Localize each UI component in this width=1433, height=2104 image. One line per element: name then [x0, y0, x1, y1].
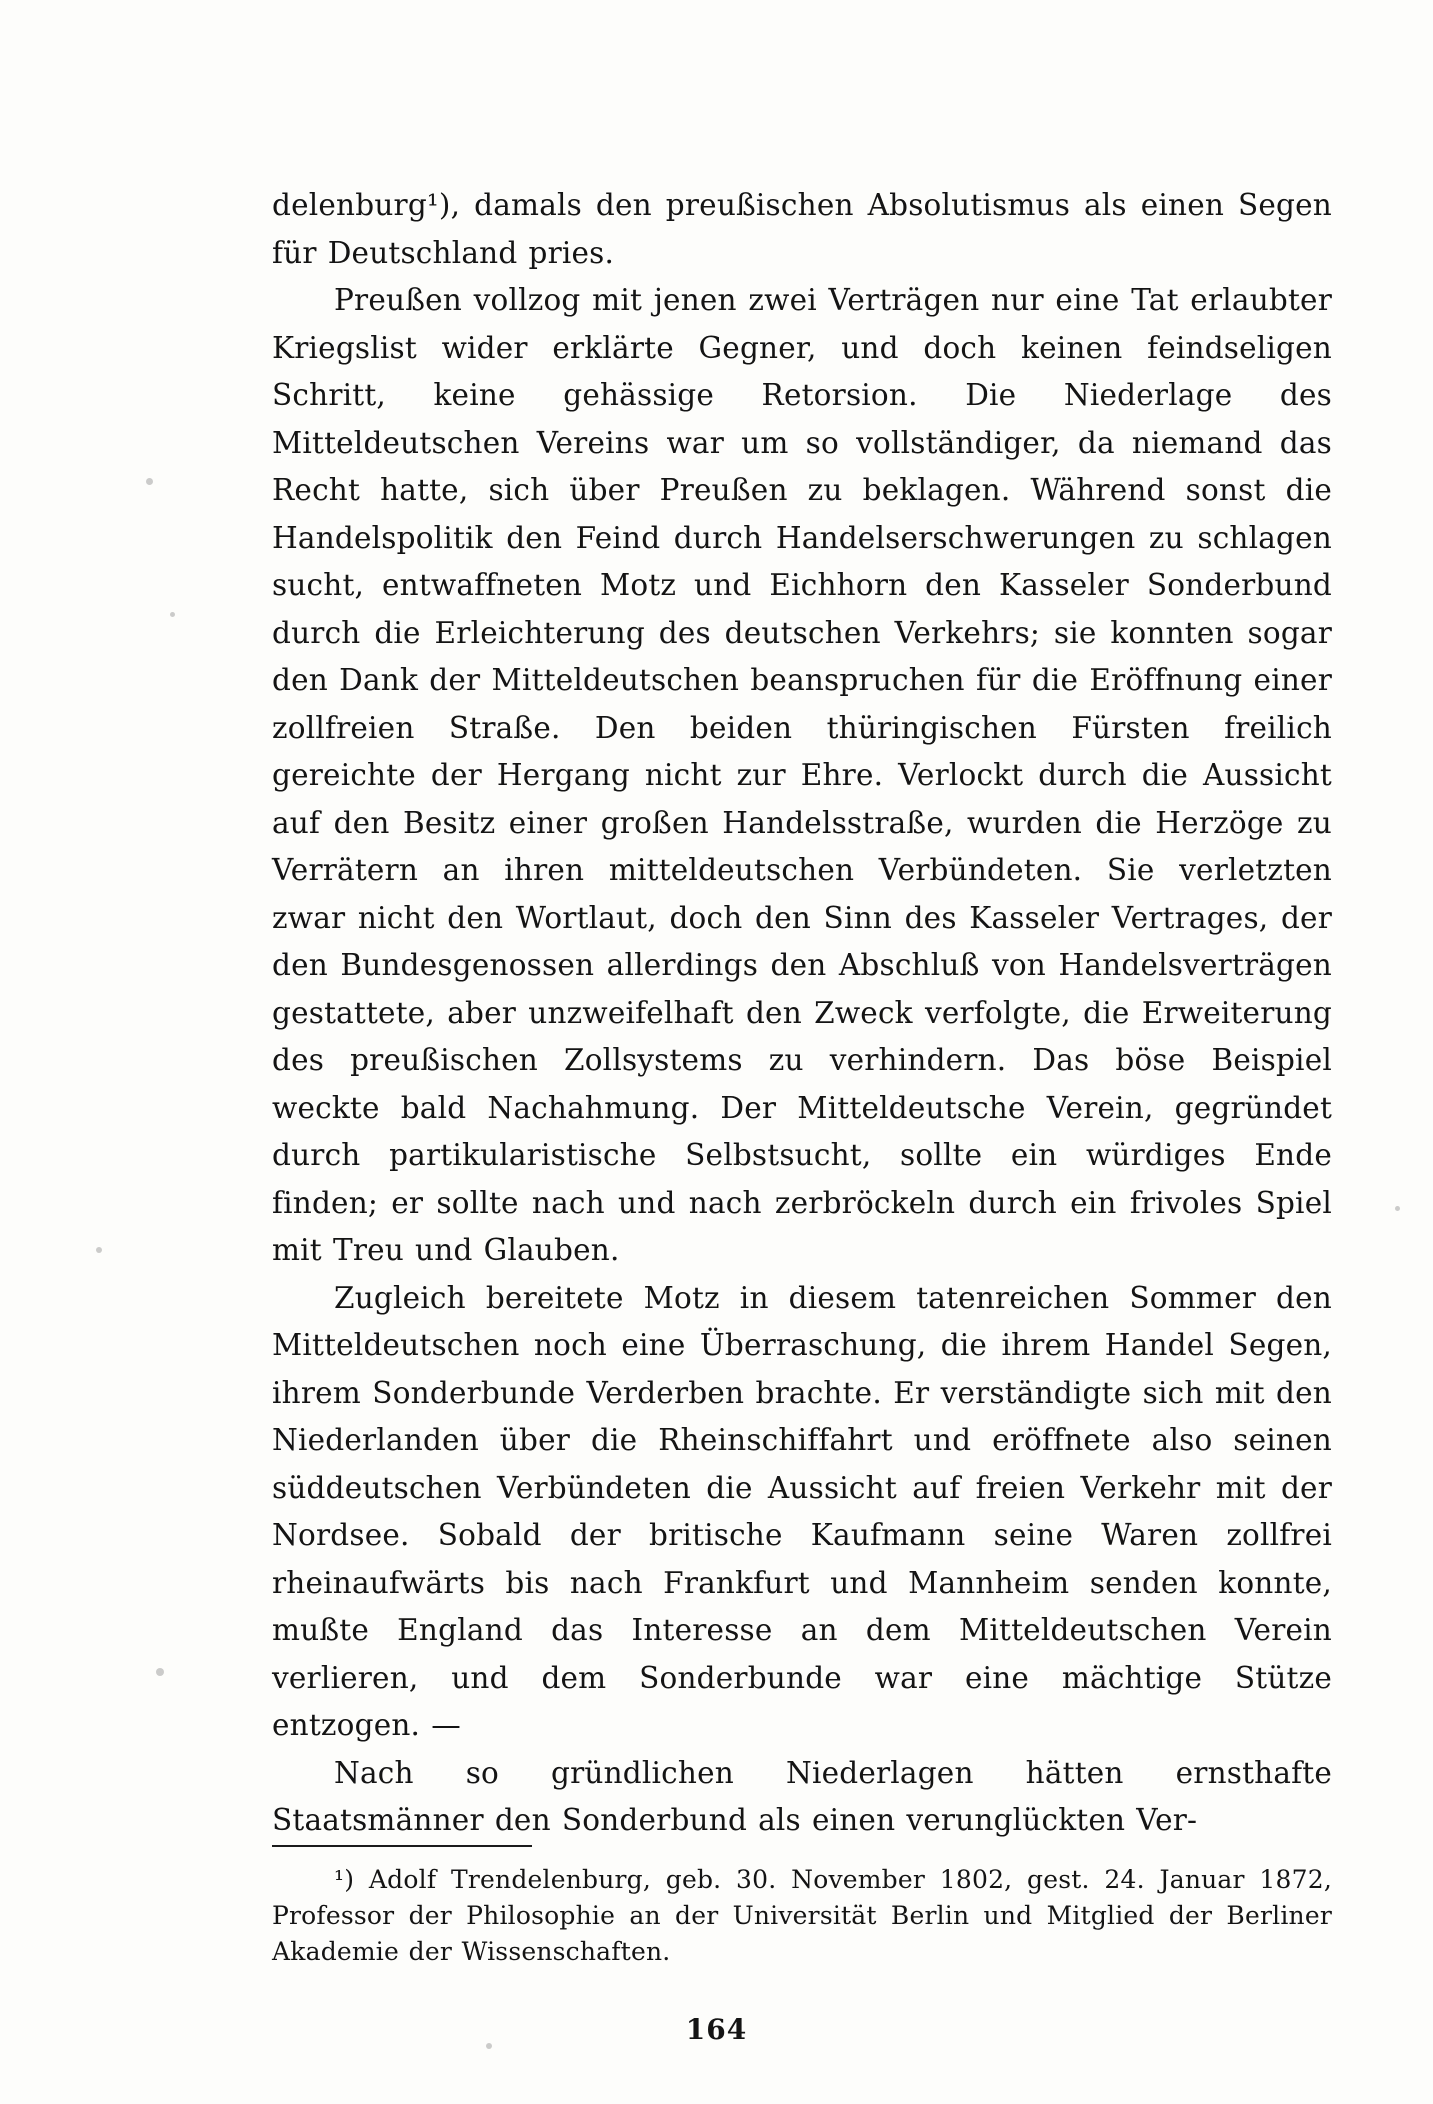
paragraph-3: Zugleich bereitete Motz in diesem tatenreichen Sommer den Mitteldeutschen noch eine Überraschung, die ihrem Handel Segen, ihrem Sonderbunde Verderben brachte. Er verständigte sich mit den Niederlanden über die Rheinschiffahrt und eröffnete also seinen süddeutschen Verbündeten die Aussicht auf freien Verkehr mit der Nordsee. Sobald der britische Kaufmann seine Waren zollfrei rheinaufwärts bis nach Frankfurt und Mannheim senden konnte, mußte England das Interesse an dem Mitteldeutschen Verein verlieren, und dem Sonderbunde war eine mächtige Stütze entzogen. — — [272, 1280, 1332, 1742]
paragraph-4: Nach so gründlichen Niederlagen hätten ernsthafte Staatsmänner den Sonderbund als einen verunglückten Ver- — [272, 1755, 1332, 1837]
paper-speck — [96, 1247, 102, 1253]
body-text — [272, 182, 1332, 1845]
paper-speck — [146, 478, 153, 485]
footnote-text — [272, 1862, 1332, 1970]
paper-speck — [170, 612, 175, 617]
paper-speck — [156, 1668, 164, 1676]
footnote-block — [272, 1862, 1332, 1970]
footnote-separator — [272, 1845, 532, 1847]
paragraph-2: Preußen vollzog mit jenen zwei Verträgen nur eine Tat erlaubter Kriegslist wider erklärte Gegner, und doch keinen feindseligen Schritt, keine gehässige Retorsion. Die Niederlage des Mitteldeutschen Vereins war um so vollständiger, da niemand das Recht hatte, sich über Preußen zu beklagen. Während sonst die Handelspolitik den Feind durch Handelserschwerungen zu schlagen sucht, entwaffneten Motz und Eichhorn den Kasseler Sonderbund durch die Erleichterung des deutschen Verkehrs; sie konnten sogar den Dank der Mitteldeutschen beanspruchen für die Eröffnung einer zollfreien Straße. Den beiden thüringischen Fürsten freilich gereichte der Hergang nicht zur Ehre. Verlockt durch die Aussicht auf den Besitz einer großen Handelsstraße, wurden die Herzöge zu Verrätern an ihren mitteldeutschen Verbündeten. Sie verletzten zwar nicht den Wortlaut, doch den Sinn des Kasseler Vertrages, der den Bundesgenossen allerdings den Abschluß von Handelsverträgen gestattete, aber unzweifelhaft den Zweck verfolgte, die Erweiterung des preußischen Zollsystems zu verhindern. Das böse Beispiel weckte bald Nachahmung. Der Mitteldeutsche Verein, gegründet durch partikularistische Selbstsucht, sollte ein würdiges Ende finden; er sollte nach und nach zerbröckeln durch ein frivoles Spiel mit Treu und Glauben. — [272, 283, 1332, 1267]
page-number: 164 — [685, 2013, 748, 2046]
paper-speck — [1395, 1206, 1400, 1211]
paragraph-1: delenburg¹), damals den preußischen Absolutismus als einen Segen für Deutschland pries. — [272, 188, 1332, 270]
footnote-body: Adolf Trendelenburg, geb. 30. November 1802, gest. 24. Januar 1872, Professor der Philosophie an der Universität Berlin und Mitglied der Berliner Akademie der Wissenschaften. — [272, 1865, 1332, 1966]
footnote-marker: ¹) — [334, 1865, 355, 1894]
